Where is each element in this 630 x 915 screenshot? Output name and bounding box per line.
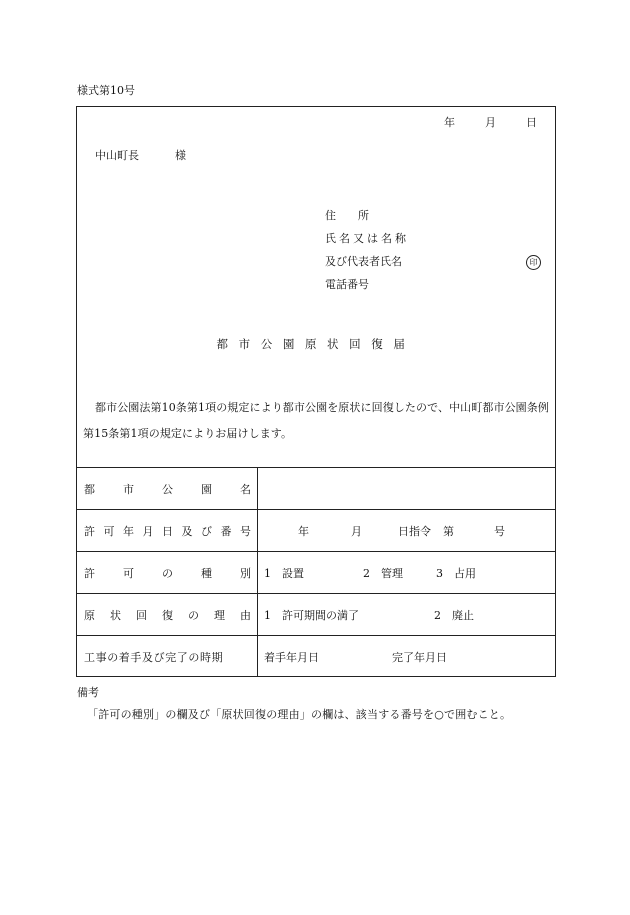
table-row xyxy=(77,468,555,510)
date-month: 月 xyxy=(485,116,496,129)
date-year: 年 xyxy=(444,116,455,129)
applicant-rep-label: 及び代表者氏名 xyxy=(325,255,402,268)
table-row xyxy=(77,636,555,678)
row-label-permit-date: 許 可 年 月 日 及 び 番 号 xyxy=(77,510,258,552)
permit-year: 年 xyxy=(298,524,309,538)
reason-option-1: 1 許可期間の満了 xyxy=(264,608,359,622)
period-end: 完了年月日 xyxy=(392,650,447,664)
applicant-phone-label: 電話番号 xyxy=(325,278,369,291)
remarks-text: 「許可の種別」の欄及び「原状回復の理由」の欄は、該当する番号を○で囲むこと。 xyxy=(87,708,512,721)
park-name-field xyxy=(258,468,556,510)
permit-type-option-1: 1 設置 xyxy=(264,566,304,580)
permit-month: 月 xyxy=(351,524,362,538)
addressee-honorific: 様 xyxy=(175,149,186,162)
row-label-park-name: 都 市 公 園 名 xyxy=(77,468,258,510)
reason-field xyxy=(258,594,556,636)
permit-go: 号 xyxy=(494,524,505,538)
addressee-name: 中山町長 xyxy=(95,149,139,162)
permit-dai: 第 xyxy=(443,524,454,538)
remarks-title: 備考 xyxy=(77,686,99,699)
seal-mark: 印 xyxy=(526,255,541,270)
applicant-name-label: 氏名又は名称 xyxy=(325,232,409,245)
row-label-period: 工事の着手及び完了の時期 xyxy=(77,636,258,678)
table-row xyxy=(77,594,555,636)
permit-type-field xyxy=(258,552,556,594)
body-text: 都市公園法第10条第1項の規定により都市公園を原状に回復したので、中山町都市公園条例第15条第1項の規定によりお届けします。 xyxy=(83,401,549,440)
row-label-reason: 原 状 回 復 の 理 由 xyxy=(77,594,258,636)
form-frame xyxy=(76,106,556,677)
document-title: 都市公園原状回復届 xyxy=(216,337,416,351)
table-row xyxy=(77,510,555,552)
permit-date-field xyxy=(258,510,556,552)
date-day: 日 xyxy=(526,116,537,129)
info-table xyxy=(77,467,555,677)
reason-option-2: 2 廃止 xyxy=(434,608,474,622)
date-line xyxy=(444,117,537,128)
permit-type-option-3: 3 占用 xyxy=(436,566,476,580)
permit-day: 日指令 xyxy=(398,524,431,538)
row-label-permit-type: 許 可 の 種 別 xyxy=(77,552,258,594)
table-row xyxy=(77,552,555,594)
period-field xyxy=(258,636,556,678)
form-number: 様式第10号 xyxy=(77,84,135,97)
applicant-address-label: 住 所 xyxy=(325,209,369,222)
addressee xyxy=(95,150,186,161)
period-start: 着手年月日 xyxy=(264,650,319,664)
permit-type-option-2: 2 管理 xyxy=(363,566,403,580)
